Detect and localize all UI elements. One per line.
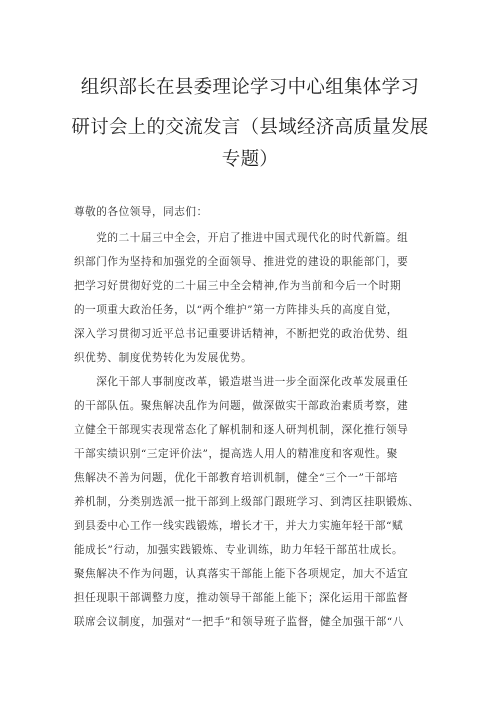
body-line: 养机制，分类别选派一批干部到上级部门跟班学习、到湾区挂职锻炼、: [74, 496, 420, 508]
document-title-line-3: 专题）: [221, 149, 279, 170]
body-line: 党的二十届三中全会，开启了推进中国式现代化的时代新篇。组: [74, 232, 409, 244]
body-line: 到县委中心工作一线实践锻炼，增长才干，并大力实施年轻干部“赋: [74, 520, 404, 532]
body-line: 深入学习贯彻习近平总书记重要讲话精神，不断把党的政治优势、组: [74, 328, 409, 340]
body-line: 能成长”行动，加强实践锻炼、专业训练，助力年轻干部茁壮成长。: [74, 544, 404, 556]
body-line: 担任现职干部调整力度，推动领导干部能上能下；深化运用干部监督: [74, 592, 409, 604]
body-line: 聚焦解决不作为问题，认真落实干部能上能下各项规定，加大不适宜: [74, 568, 409, 580]
body-line: 的干部队伍。聚焦解决乱作为问题，做深做实干部政治素质考察，建: [74, 400, 409, 412]
body-line: 织部门作为坚持和加强党的全面领导、推进党的建设的职能部门，要: [74, 256, 409, 268]
body-line: 联席会议制度，加强对“一把手”和领导班子监督，健全加强干部“八: [74, 616, 404, 628]
document-title-line-2: 研讨会上的交流发言（县域经济高质量发展: [71, 117, 429, 138]
body-line: 织优势、制度优势转化为发展优势。: [74, 352, 253, 364]
body-line: 立健全干部现实表现常态化了解机制和逐人研判机制，深化推行领导: [74, 424, 409, 436]
document-title-line-1: 组织部长在县委理论学习中心组集体学习: [80, 77, 420, 98]
body-line: 的一项重大政治任务，以“两个维护”第一方阵排头兵的高度自觉，: [74, 304, 398, 316]
body-line: 深化干部人事制度改革，锻造堪当进一步全面深化改革发展重任: [74, 376, 409, 388]
body-line: 焦解决不善为问题，优化干部教育培训机制，健全“三个一”干部培: [74, 472, 398, 484]
body-line: 把学习好贯彻好党的二十届三中全会精神,作为当前和今后一个时期: [74, 280, 402, 292]
salutation: 尊敬的各位领导，同志们：: [74, 206, 208, 218]
body-line: 干部实绩识别“三定评价法”，提高选人用人的精准度和客观性。聚: [74, 448, 398, 460]
